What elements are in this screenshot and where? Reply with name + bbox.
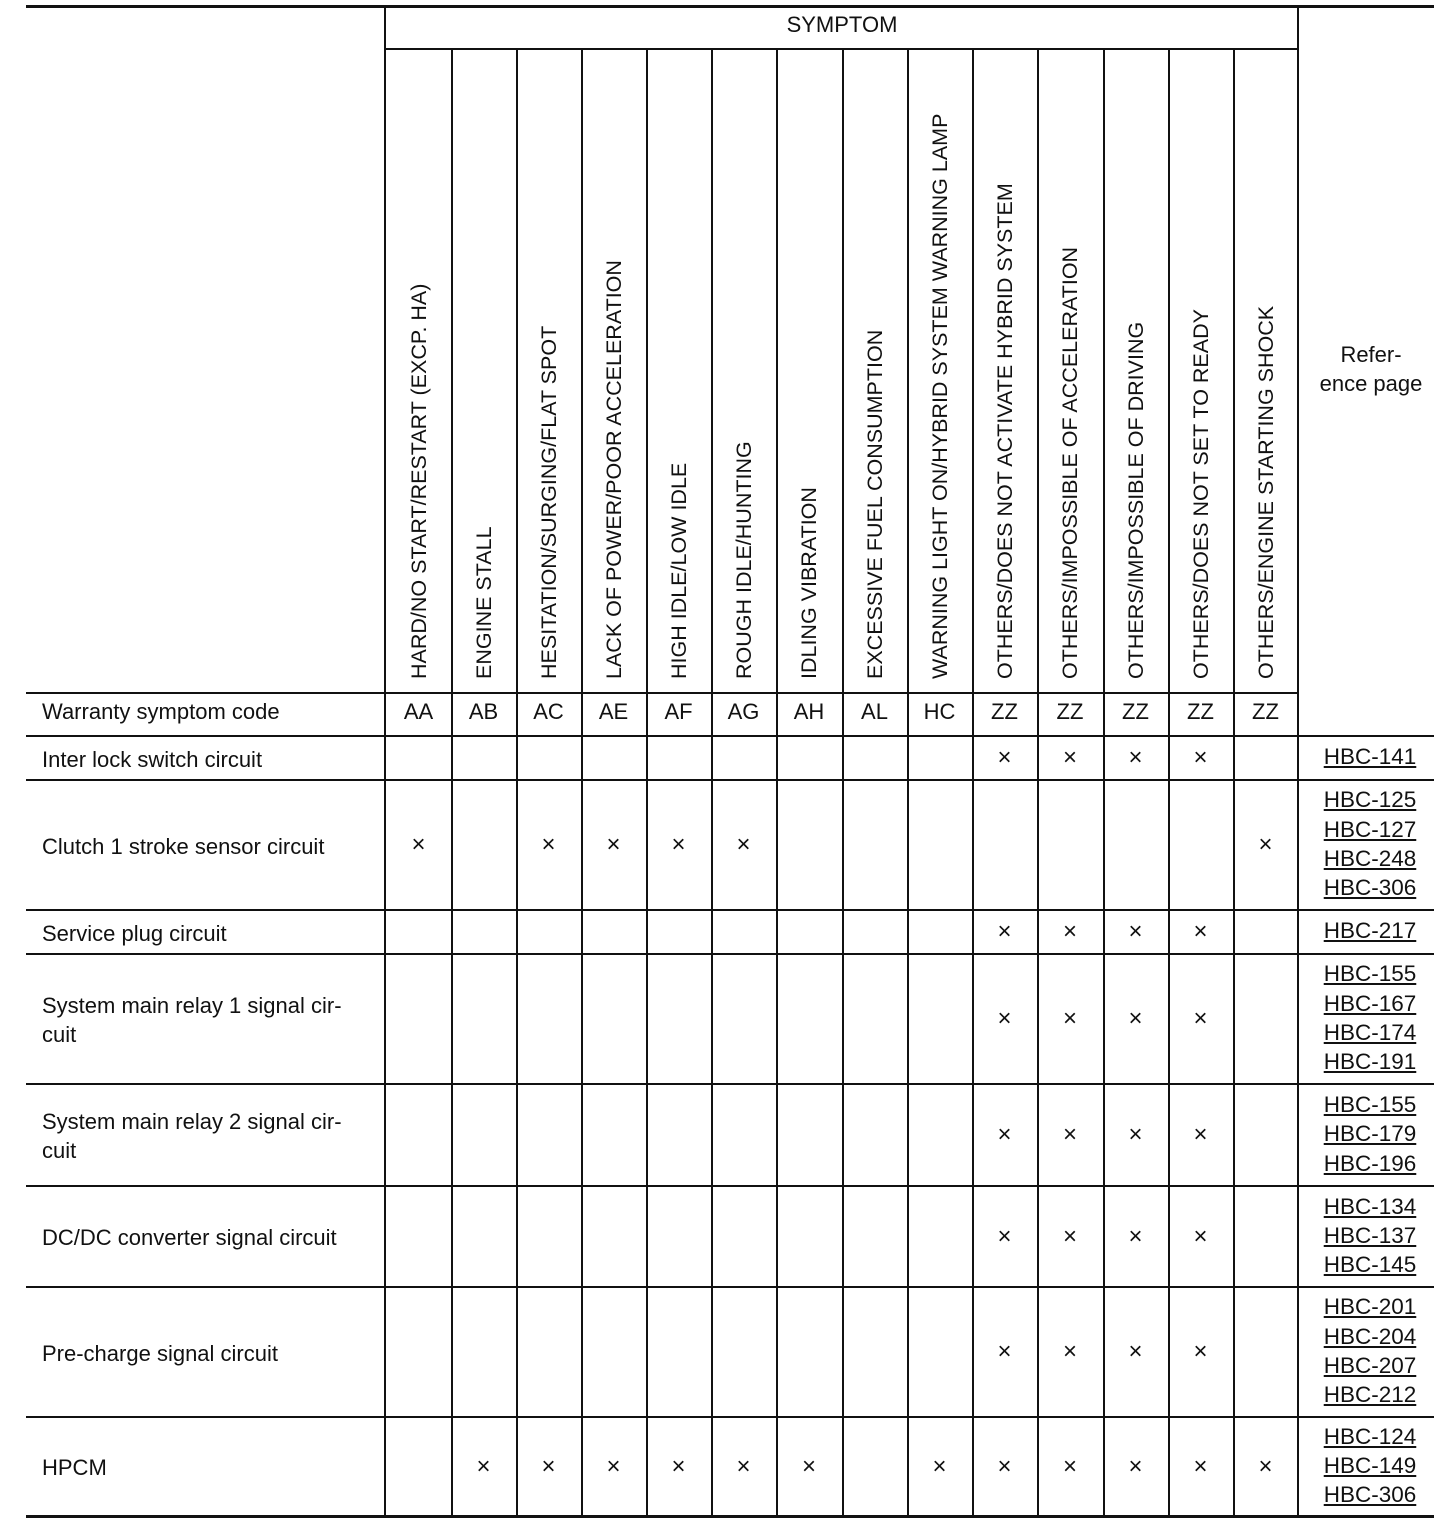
symptom-mark: × [1193,918,1208,945]
symptom-column-divider [972,48,974,1518]
symptom-column-divider [842,48,844,1518]
reference-page-link[interactable]: HBC-155 [1323,961,1417,987]
symptom-mark: × [1193,1338,1208,1365]
symptom-mark: × [997,918,1012,945]
reference-page-link[interactable]: HBC-191 [1323,1049,1417,1075]
symptom-column-label: HARD/NO START/RESTART (EXCP. HA) [406,283,431,679]
symptom-column-label: OTHERS/DOES NOT ACTIVATE HYBRID SYSTEM [992,183,1017,679]
symptom-column-divider [1168,48,1170,1518]
row-label: Inter lock switch circuit [42,746,263,772]
reference-page-header-line1: Refer- [1340,342,1402,367]
symptom-mark: × [736,831,751,858]
symptom-column-divider [1233,48,1235,1518]
symptom-column-label: ENGINE STALL [471,526,496,679]
reference-page-link[interactable]: HBC-137 [1323,1222,1417,1248]
symptom-mark: × [1062,1338,1077,1365]
symptom-mark: × [997,1121,1012,1148]
row-divider [26,1083,1434,1085]
warranty-code: AF [664,699,693,724]
reference-page-link[interactable]: HBC-134 [1323,1193,1417,1219]
reference-page-link[interactable]: HBC-167 [1323,990,1417,1016]
symptom-mark: × [606,1452,621,1480]
symptom-mark: × [1128,1338,1143,1365]
reference-page-link[interactable]: HBC-306 [1323,1482,1417,1508]
symptom-mark: × [671,1452,686,1480]
reference-page-link[interactable]: HBC-149 [1323,1452,1417,1478]
reference-page-link[interactable]: HBC-124 [1323,1423,1417,1449]
warranty-code: HC [923,699,956,724]
symptom-mark: × [997,1222,1012,1250]
symptom-mark: × [1062,918,1077,945]
symptom-column-label: OTHERS/DOES NOT SET TO READY [1188,309,1213,679]
row-label: cuit [42,1022,77,1047]
symptom-mark: × [1128,1222,1143,1250]
symptom-column-divider [776,48,778,1518]
symptom-mark: × [1193,744,1208,771]
warranty-code: AE [598,699,629,724]
row-label: cuit [42,1138,77,1163]
symptom-mark: × [932,1452,947,1480]
row-divider [26,735,1434,737]
warranty-code: AL [861,699,888,724]
warranty-code: ZZ [1252,699,1279,724]
symptom-mark: × [1258,1452,1273,1480]
reference-page-link[interactable]: HBC-196 [1323,1150,1417,1176]
symptom-mark: × [997,744,1012,771]
row-label: System main relay 1 signal cir- [42,993,342,1018]
symptom-column-label: EXCESSIVE FUEL CONSUMPTION [862,329,887,679]
symptom-mark: × [1193,1121,1208,1148]
symptom-mark: × [1128,1121,1143,1148]
symptom-column-divider [581,48,583,1518]
symptom-mark: × [997,1452,1012,1480]
row-divider [26,909,1434,911]
symptom-mark: × [1128,1452,1143,1480]
reference-page-link[interactable]: HBC-127 [1323,816,1417,842]
reference-page-link[interactable]: HBC-207 [1323,1353,1417,1378]
warranty-code-label: Warranty symptom code [42,699,280,724]
reference-page-link[interactable]: HBC-141 [1323,744,1417,770]
symptom-mark: × [997,1338,1012,1365]
reference-page-link[interactable]: HBC-212 [1323,1382,1417,1408]
symptom-mark: × [1062,1121,1077,1148]
warranty-code: AG [727,699,760,724]
symptom-column-divider [646,48,648,1518]
label-column-divider [384,5,386,1518]
symptom-column-divider [1103,48,1105,1518]
symptom-mark: × [411,831,426,858]
symptom-column-divider [451,48,453,1518]
symptom-mark: × [1128,918,1143,945]
symptom-column-label: OTHERS/ENGINE STARTING SHOCK [1253,305,1278,679]
row-label: DC/DC converter signal circuit [42,1225,337,1250]
symptom-mark: × [1193,1452,1208,1480]
reference-page-link[interactable]: HBC-217 [1323,918,1417,944]
symptom-column-divider [516,48,518,1518]
symptom-column-label: HESITATION/SURGING/FLAT SPOT [536,325,561,679]
row-label: Clutch 1 stroke sensor circuit [42,833,325,859]
symptom-column-label: OTHERS/IMPOSSIBLE OF ACCELERATION [1058,246,1082,679]
symptom-column-label: HIGH IDLE/LOW IDLE [666,462,691,679]
warranty-code: AB [468,699,499,724]
symptom-mark: × [1062,744,1077,771]
row-divider [26,779,1434,781]
reference-page-link[interactable]: HBC-155 [1323,1092,1417,1118]
warranty-code: AC [533,699,564,724]
reference-page-link[interactable]: HBC-174 [1323,1020,1417,1045]
row-label: Service plug circuit [42,920,227,946]
reference-page-link[interactable]: HBC-145 [1323,1252,1417,1278]
symptom-mark: × [736,1452,751,1480]
symptom-mark: × [1128,1005,1143,1032]
symptom-column-label: IDLING VIBRATION [797,487,821,679]
symptom-mark: × [1128,744,1143,771]
symptom-mark: × [801,1452,816,1480]
symptom-mark: × [541,831,556,858]
row-label: HPCM [42,1455,107,1480]
table-bottom-border [26,1515,1434,1518]
symptom-column-label: OTHERS/IMPOSSIBLE OF DRIVING [1123,321,1148,679]
warranty-code: ZZ [1056,699,1084,724]
row-label: System main relay 2 signal cir- [42,1109,342,1134]
warranty-code: AA [403,699,434,724]
header-bottom-divider [26,692,1298,694]
row-divider [26,1286,1434,1288]
symptom-mark: × [671,831,686,858]
symptom-header: SYMPTOM [786,12,898,37]
symptom-column-label: LACK OF POWER/POOR ACCELERATION [601,260,626,679]
symptom-mark: × [606,831,621,858]
reference-page-link[interactable]: HBC-201 [1323,1294,1417,1320]
warranty-code: AH [793,699,825,724]
symptom-column-divider [907,48,909,1518]
reference-page-link[interactable]: HBC-179 [1323,1121,1417,1147]
symptom-column-divider [711,48,713,1518]
reference-page-link[interactable]: HBC-125 [1323,787,1417,813]
row-label: Pre-charge signal circuit [42,1340,278,1366]
symptom-mark: × [1062,1452,1077,1480]
symptom-mark: × [541,1452,556,1480]
symptom-mark: × [1258,831,1273,858]
table-top-border [26,5,1434,8]
symptom-mark: × [997,1005,1012,1032]
warranty-code: ZZ [991,699,1018,724]
reference-page-link[interactable]: HBC-248 [1323,846,1417,871]
symptom-mark: × [1193,1005,1208,1032]
symptom-column-label: WARNING LIGHT ON/HYBRID SYSTEM WARNING LAMP [927,113,952,679]
reference-page-link[interactable]: HBC-204 [1323,1323,1417,1349]
symptom-mark: × [476,1452,491,1480]
row-divider [26,953,1434,955]
warranty-code: ZZ [1187,699,1214,724]
warranty-code: ZZ [1122,699,1149,724]
row-divider [26,1185,1434,1187]
symptom-column-divider [1037,48,1039,1518]
symptom-column-label: ROUGH IDLE/HUNTING [731,441,756,679]
symptom-mark: × [1193,1222,1208,1250]
reference-page-header-line2: ence page [1319,371,1423,396]
symptom-mark: × [1062,1005,1077,1032]
symptom-mark: × [1062,1222,1077,1250]
reference-page-link[interactable]: HBC-306 [1323,875,1417,901]
row-divider [26,1416,1434,1418]
